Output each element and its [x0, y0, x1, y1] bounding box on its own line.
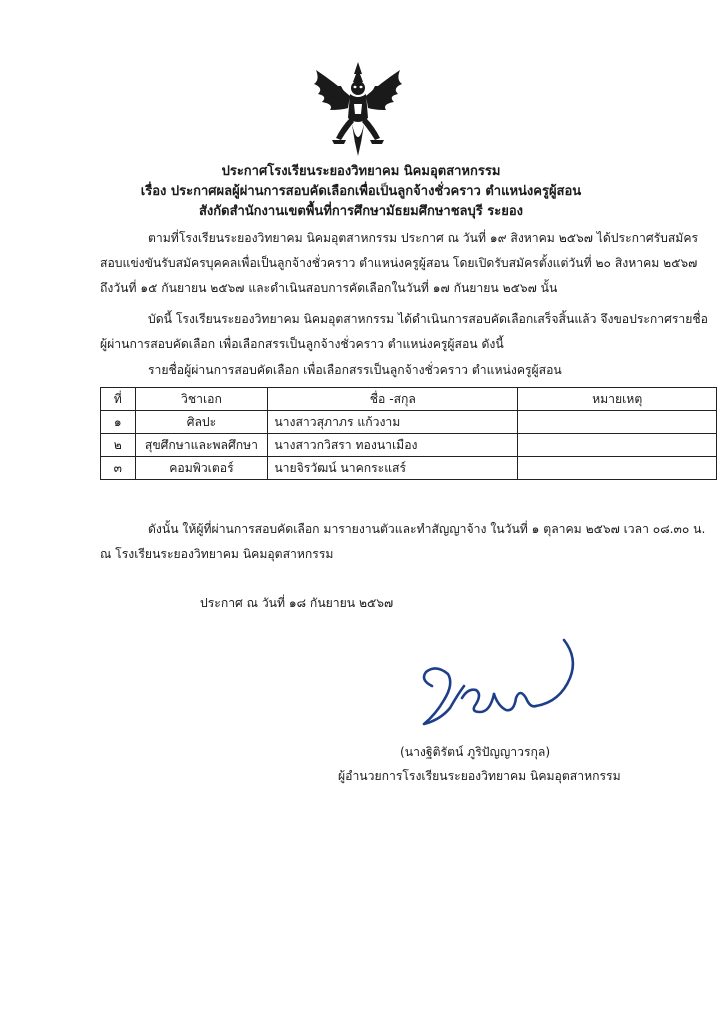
- table-row: [101, 411, 717, 434]
- paragraph-1-line-3: ถึงวันที่ ๑๕ กันยายน ๒๕๖๗ และดำเนินสอบการคัดเลือกในวันที่ ๑๗ กันยายน ๒๕๖๗ นั้น: [100, 281, 558, 295]
- row-major: คอมพิวเตอร์: [135, 457, 268, 480]
- announcement-affiliation: สังกัดสำนักงานเขตพื้นที่การศึกษามัธยมศึกษาชลบุรี ระยอง: [198, 204, 524, 219]
- row-number: ๓: [101, 457, 136, 480]
- table-row: [101, 434, 717, 457]
- row-remark: [518, 457, 717, 480]
- header-number: ที่: [101, 388, 136, 411]
- row-remark: [518, 434, 717, 457]
- row-number: ๑: [101, 411, 136, 434]
- announcement-date: ประกาศ ณ วันที่ ๑๘ กันยายน ๒๕๖๗: [200, 596, 394, 610]
- row-major: สุขศึกษาและพลศึกษา: [135, 434, 268, 457]
- closing-line-1: ดังนั้น ให้ผู้ที่ผ่านการสอบคัดเลือก มารายงานตัวและทำสัญญาจ้าง ในวันที่ ๑ ตุลาคม ๒๕๖๗ เวลา ๐๘.๓๐ น.: [148, 522, 706, 536]
- table-row: [101, 457, 717, 480]
- signatory-position: ผู้อำนวยการโรงเรียนระยองวิทยาคม นิคมอุตสาหกรรม: [338, 769, 621, 783]
- announcement-subject: เรื่อง ประกาศผลผู้ผ่านการสอบคัดเลือกเพื่อเป็นลูกจ้างชั่วคราว ตำแหน่งครูผู้สอน: [140, 184, 582, 199]
- paragraph-1-line-1: ตามที่โรงเรียนระยองวิทยาคม นิคมอุตสาหกรรม ประกาศ ณ วันที่ ๑๙ สิงหาคม ๒๕๖๗ ได้ประกาศรับสมัคร: [148, 231, 699, 245]
- signatory-name: (นางฐิติรัตน์ ภูริปัญญาวรกุล): [400, 745, 551, 759]
- paragraph-1-line-2: สอบแข่งขันรับสมัครบุคคลเพื่อเป็นลูกจ้างชั่วคราว ตำแหน่งครูผู้สอน โดยเปิดรับสมัครตั้งแต่วันที่ ๒๐ สิงหาคม ๒๕๖๗: [100, 256, 698, 270]
- handwritten-signature-icon: [410, 628, 590, 738]
- row-full-name: นางสาวสุภาภร แก้วงาม: [268, 411, 518, 434]
- paragraph-2-line-2: ผู้ผ่านการสอบคัดเลือก เพื่อเลือกสรรเป็นลูกจ้างชั่วคราว ตำแหน่งครูผู้สอน ดังนี้: [100, 337, 504, 351]
- announcement-issuer: ประกาศโรงเรียนระยองวิทยาคม นิคมอุตสาหกรรม: [221, 164, 501, 179]
- header-remark: หมายเหตุ: [518, 388, 717, 411]
- row-full-name: นายจิรวัฒน์ นาคกระแสร์: [268, 457, 518, 480]
- table-header-row: [101, 388, 717, 411]
- row-remark: [518, 411, 717, 434]
- garuda-emblem-icon: [306, 60, 410, 160]
- paragraph-2-line-1: บัดนี้ โรงเรียนระยองวิทยาคม นิคมอุตสาหกรรม ได้ดำเนินการสอบคัดเลือกเสร็จสิ้นแล้ว จึงขอประกาศรายชื่อ: [148, 312, 709, 326]
- list-heading: รายชื่อผู้ผ่านการสอบคัดเลือก เพื่อเลือกสรรเป็นลูกจ้างชั่วคราว ตำแหน่งครูผู้สอน: [148, 363, 562, 377]
- row-number: ๒: [101, 434, 136, 457]
- row-full-name: นางสาวกวิสรา ทองนาเมือง: [268, 434, 518, 457]
- header-major: วิชาเอก: [135, 388, 268, 411]
- row-major: ศิลปะ: [135, 411, 268, 434]
- closing-line-2: ณ โรงเรียนระยองวิทยาคม นิคมอุตสาหกรรม: [100, 547, 334, 561]
- header-full-name: ชื่อ -สกุล: [268, 388, 518, 411]
- passed-candidates-table: [100, 387, 717, 480]
